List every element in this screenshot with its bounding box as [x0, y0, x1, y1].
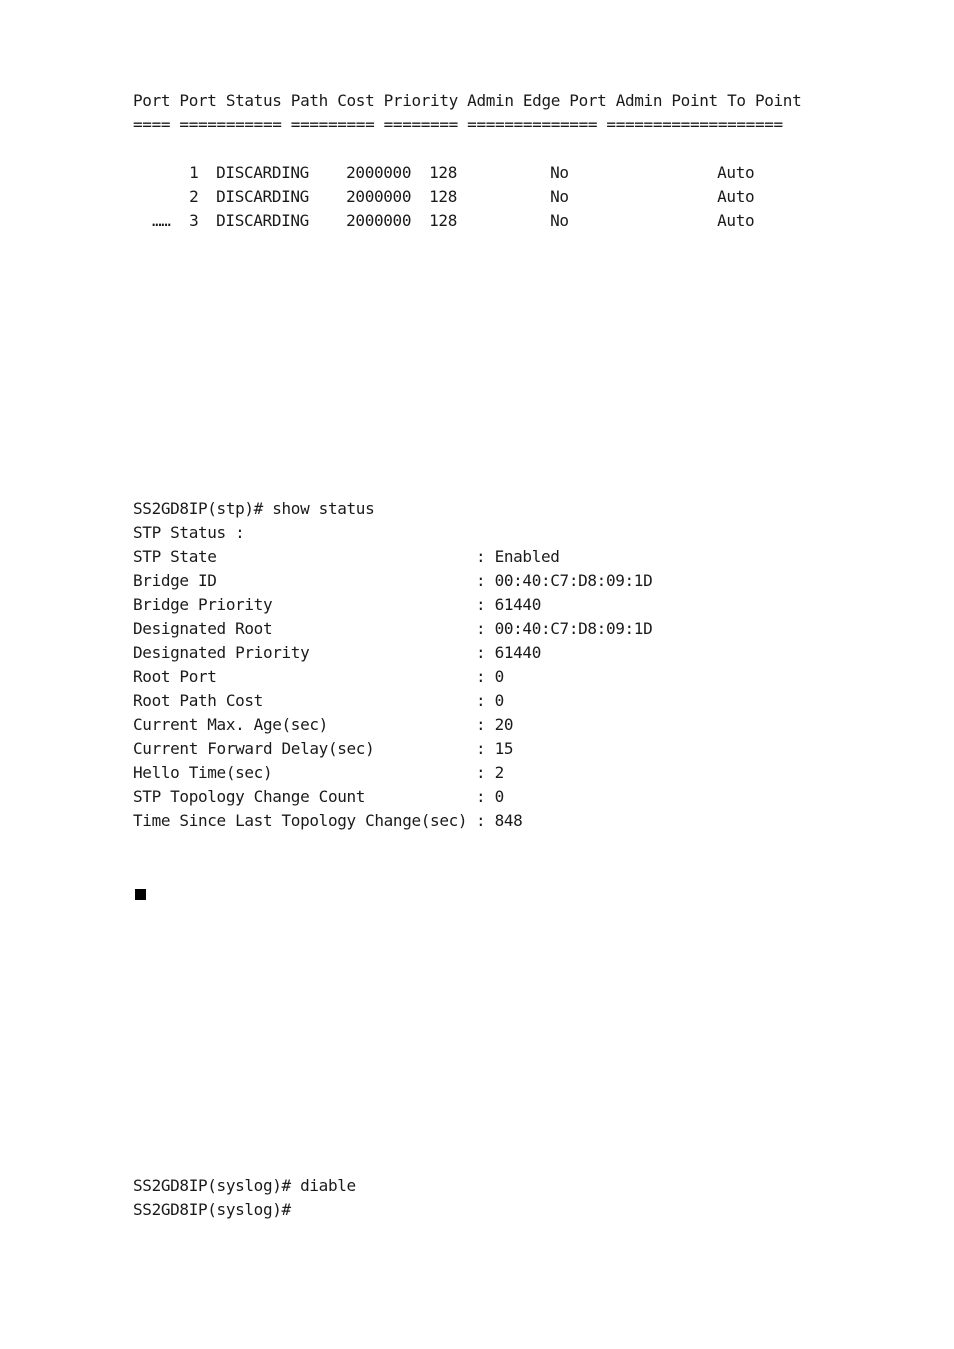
field-key: Time Since Last Topology Change(sec): [133, 811, 468, 830]
field-key: STP State: [133, 547, 217, 566]
field-value: : 61440: [476, 595, 541, 614]
path-cost: 2000000: [346, 211, 412, 230]
priority: 128: [429, 163, 457, 182]
status-field: [133, 641, 652, 665]
field-key: Hello Time(sec): [133, 763, 273, 782]
field-key: Designated Priority: [133, 643, 310, 662]
field-key: Designated Root: [133, 619, 273, 638]
port-status: DISCARDING: [216, 187, 309, 206]
priority: 128: [429, 211, 457, 230]
status-field: [133, 761, 652, 785]
field-key: Current Forward Delay(sec): [133, 739, 375, 758]
table-header: Port Port Status Path Cost Priority Admin Edge Port Admin Point To Point: [133, 91, 802, 110]
field-value: : 20: [476, 715, 514, 734]
path-cost: 2000000: [346, 187, 412, 206]
stp-status-output: [133, 497, 652, 833]
table-row: [133, 137, 801, 182]
port-status: DISCARDING: [216, 163, 309, 182]
port-number: 1: [189, 163, 199, 182]
admin-edge-port: No: [550, 187, 569, 206]
status-field: [133, 713, 652, 737]
port-number: 2: [189, 187, 199, 206]
port-status: DISCARDING: [216, 211, 309, 230]
path-cost: 2000000: [346, 163, 412, 182]
field-key: Root Port: [133, 667, 217, 686]
field-value: : 0: [476, 667, 504, 686]
field-value: : 00:40:C7:D8:09:1D: [476, 571, 653, 590]
field-value: : 15: [476, 739, 514, 758]
continuation-ellipsis: ……: [152, 211, 171, 230]
field-key: Root Path Cost: [133, 691, 263, 710]
status-field: [133, 737, 652, 761]
field-value: : 848: [476, 811, 523, 830]
field-value: : 2: [476, 763, 504, 782]
status-field: [133, 593, 652, 617]
admin-point-to-point: Auto: [717, 211, 755, 230]
status-field: [133, 689, 652, 713]
command-line: SS2GD8IP(stp)# show status: [133, 499, 375, 518]
port-status-table: [133, 89, 801, 233]
admin-edge-port: No: [550, 211, 569, 230]
field-value: : 00:40:C7:D8:09:1D: [476, 619, 653, 638]
table-separator: ==== =========== ========= ======== ============== ===================: [133, 115, 783, 134]
port-number: 3: [189, 211, 199, 230]
field-key: Bridge Priority: [133, 595, 273, 614]
command-line: SS2GD8IP(syslog)# diable: [133, 1176, 356, 1195]
status-field: [133, 785, 652, 809]
prompt-line: SS2GD8IP(syslog)#: [133, 1200, 291, 1219]
field-key: Current Max. Age(sec): [133, 715, 328, 734]
field-value: : Enabled: [476, 547, 560, 566]
square-bullet-icon: [135, 889, 146, 900]
field-value: : 0: [476, 691, 504, 710]
admin-point-to-point: Auto: [717, 187, 755, 206]
field-value: : 0: [476, 787, 504, 806]
admin-point-to-point: Auto: [717, 163, 755, 182]
status-heading: STP Status :: [133, 523, 245, 542]
status-field: [133, 569, 652, 593]
status-field: [133, 617, 652, 641]
status-field: [133, 665, 652, 689]
status-field: [133, 545, 652, 569]
priority: 128: [429, 187, 457, 206]
admin-edge-port: No: [550, 163, 569, 182]
field-key: STP Topology Change Count: [133, 787, 366, 806]
status-field: [133, 809, 652, 833]
syslog-output: [133, 1174, 356, 1222]
field-key: Bridge ID: [133, 571, 217, 590]
field-value: : 61440: [476, 643, 541, 662]
